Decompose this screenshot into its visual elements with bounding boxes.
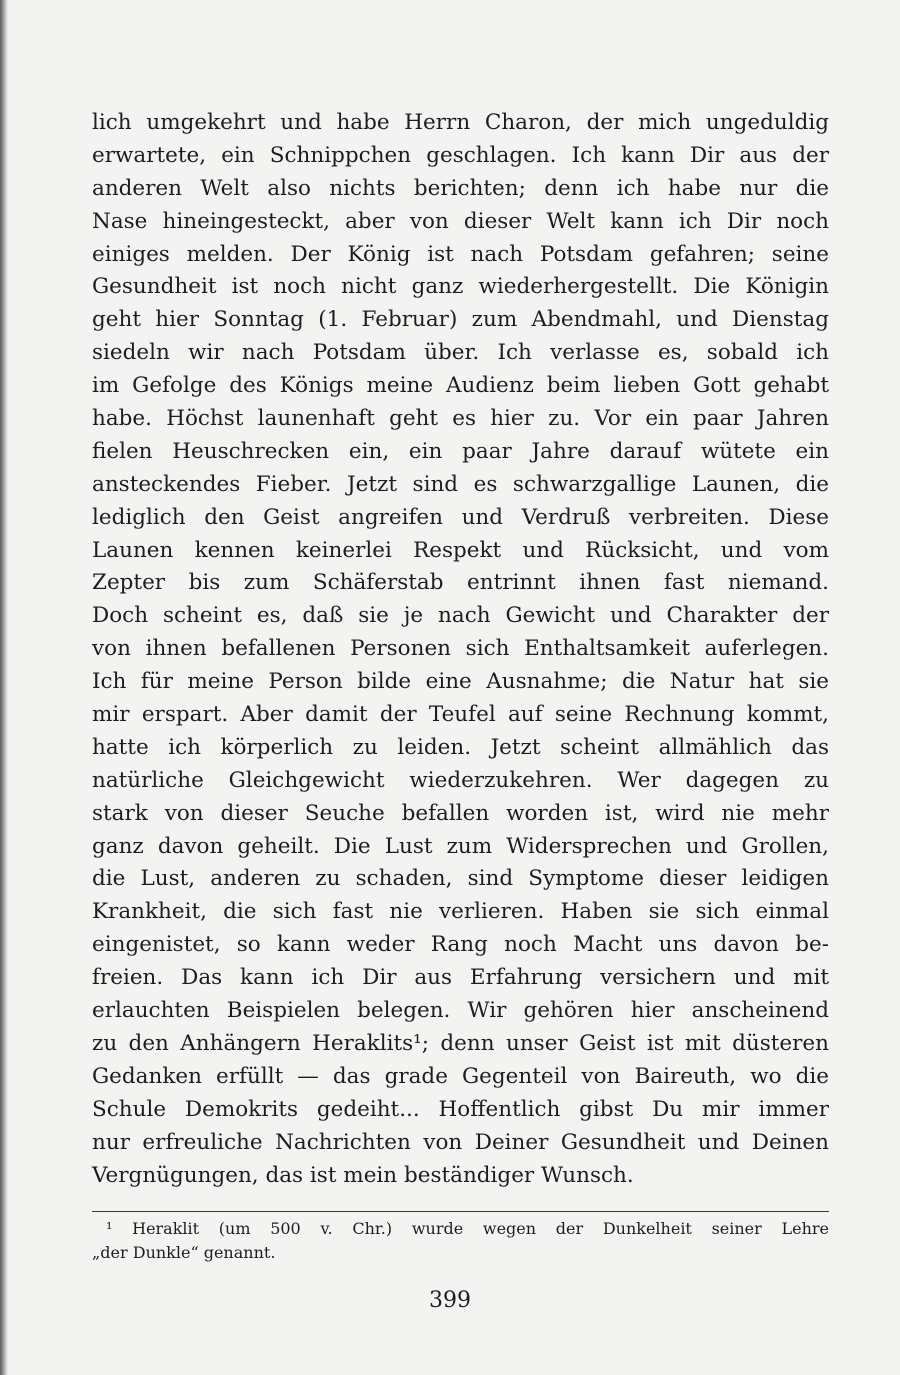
text-line: lich umgekehrt und habe Herrn Charon, der mich ungeduldig xyxy=(92,110,829,135)
text-line: Zepter bis zum Schäferstab entrinnt ihnen fast niemand. xyxy=(92,570,829,596)
text-line: Gesundheit ist noch nicht ganz wiederhergestellt. Die Königin xyxy=(92,274,829,300)
page-number: 399 xyxy=(429,1288,471,1313)
body-text xyxy=(92,107,829,1192)
text-line: Schule Demokrits gedeiht... Hoffentlich gibst Du mir immer xyxy=(92,1096,829,1122)
text-line: Ich für meine Person bilde eine Ausnahme; die Natur hat sie xyxy=(92,669,829,695)
text-line: erwartete, ein Schnippchen geschlagen. Ich kann Dir aus der xyxy=(92,142,829,168)
text-line: hatte ich körperlich zu leiden. Jetzt scheint allmählich das xyxy=(92,734,829,760)
text-line: ansteckendes Fieber. Jetzt sind es schwarzgallige Launen, die xyxy=(92,471,829,497)
text-line: fielen Heuschrecken ein, ein paar Jahre darauf wütete ein xyxy=(92,438,829,464)
text-line: Krankheit, die sich fast nie verlieren. Haben sie sich einmal xyxy=(92,899,829,925)
text-line: habe. Höchst launenhaft geht es hier zu. Vor ein paar Jahren xyxy=(92,406,829,432)
text-line: Vergnügungen, das ist mein beständiger Wunsch. xyxy=(92,1162,634,1188)
text-line: natürliche Gleichgewicht wiederzukehren. Wer dagegen zu xyxy=(92,767,829,793)
footnote-divider xyxy=(92,1211,829,1212)
text-line: erlauchten Beispielen belegen. Wir gehören hier anscheinend xyxy=(92,998,829,1024)
text-line: im Gefolge des Königs meine Audienz beim lieben Gott gehabt xyxy=(92,373,829,399)
text-line: Launen kennen keinerlei Respekt und Rücksicht, und vom xyxy=(92,537,829,563)
text-line: ganz davon geheilt. Die Lust zum Widersprechen und Grollen, xyxy=(92,833,829,859)
footnote-line: „der Dunkle“ genannt. xyxy=(92,1243,276,1262)
text-line: mir erspart. Aber damit der Teufel auf seine Rechnung kommt, xyxy=(92,702,829,728)
text-line: anderen Welt also nichts berichten; denn ich habe nur die xyxy=(92,175,829,201)
text-line: freien. Das kann ich Dir aus Erfahrung versichern und mit xyxy=(92,965,829,991)
footnote-line: ¹ Heraklit (um 500 v. Chr.) wurde wegen der Dunkelheit seiner Lehre xyxy=(106,1219,829,1238)
text-line: geht hier Sonntag (1. Februar) zum Abendmahl, und Dienstag xyxy=(92,307,829,333)
text-line: eingenistet, so kann weder Rang noch Macht uns davon be- xyxy=(92,932,829,958)
text-line: stark von dieser Seuche befallen worden ist, wird nie mehr xyxy=(92,800,829,826)
text-line: nur erfreuliche Nachrichten von Deiner Gesundheit und Deinen xyxy=(92,1129,829,1155)
text-line: zu den Anhängern Heraklits¹; denn unser Geist ist mit düsteren xyxy=(92,1030,829,1056)
text-line: Gedanken erfüllt — das grade Gegenteil von Baireuth, wo die xyxy=(92,1063,829,1089)
text-line: die Lust, anderen zu schaden, sind Symptome dieser leidigen xyxy=(92,866,829,892)
page-binding-edge xyxy=(0,0,8,1375)
text-line: lediglich den Geist angreifen und Verdruß verbreiten. Diese xyxy=(92,504,829,530)
text-line: von ihnen befallenen Personen sich Enthaltsamkeit auferlegen. xyxy=(92,636,829,662)
footnote xyxy=(92,1217,829,1265)
text-line: einiges melden. Der König ist nach Potsdam gefahren; seine xyxy=(92,241,829,267)
text-line: Doch scheint es, daß sie je nach Gewicht und Charakter der xyxy=(92,603,829,629)
text-line: Nase hineingesteckt, aber von dieser Welt kann ich Dir noch xyxy=(92,208,829,234)
text-line: siedeln wir nach Potsdam über. Ich verlasse es, sobald ich xyxy=(92,340,829,366)
